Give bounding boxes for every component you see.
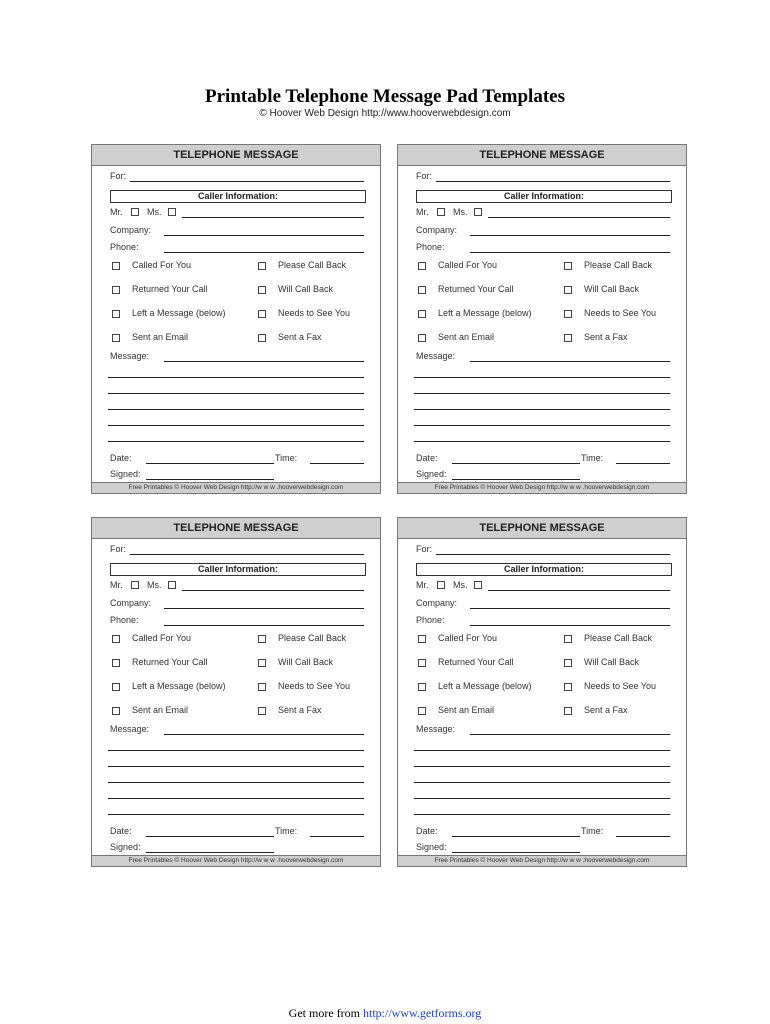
signed-line[interactable] (146, 479, 274, 480)
checkbox-label: Returned Your Call (438, 284, 514, 294)
message-line[interactable] (414, 441, 670, 442)
message-line[interactable] (470, 734, 670, 735)
ms-label: Ms. (147, 580, 162, 590)
pad-footer: Free Printables © Hoover Web Design http://w w w .hooverwebdesign.com (92, 482, 380, 493)
message-line[interactable] (108, 441, 364, 442)
mr-checkbox[interactable] (437, 208, 445, 216)
checkbox-label: Called For You (132, 633, 192, 643)
ms-label: Ms. (147, 207, 162, 217)
date-line[interactable] (452, 463, 580, 464)
mr-label: Mr. (416, 580, 429, 590)
checkbox-will-call-back[interactable] (564, 659, 572, 667)
checkbox-sent-an-email[interactable] (418, 707, 426, 715)
time-line[interactable] (616, 463, 670, 464)
ms-checkbox[interactable] (168, 208, 176, 216)
signed-label: Signed: (416, 469, 447, 479)
checkbox-please-call-back[interactable] (564, 262, 572, 270)
company-line[interactable] (470, 608, 670, 609)
checkbox-will-call-back[interactable] (258, 286, 266, 294)
signed-line[interactable] (146, 852, 274, 853)
company-label: Company: (416, 225, 458, 235)
checkbox-label: Needs to See You (584, 681, 657, 691)
message-label: Message: (416, 351, 456, 361)
message-line[interactable] (108, 425, 364, 426)
checkbox-label: Sent an Email (438, 332, 495, 342)
time-label: Time: (581, 826, 604, 836)
message-line[interactable] (414, 814, 670, 815)
caller-info-box: Caller Information: (416, 190, 672, 203)
message-line[interactable] (108, 798, 364, 799)
time-label: Time: (275, 453, 298, 463)
checkbox-label: Returned Your Call (132, 657, 208, 667)
mr-label: Mr. (110, 580, 123, 590)
pad-header: TELEPHONE MESSAGE (398, 145, 686, 166)
checkbox-left-a-message[interactable] (112, 310, 120, 318)
mr-label: Mr. (110, 207, 123, 217)
checkbox-sent-an-email[interactable] (112, 707, 120, 715)
checkbox-label: Sent an Email (438, 705, 495, 715)
message-pad (91, 517, 381, 867)
for-label: For: (416, 171, 433, 181)
ms-checkbox[interactable] (168, 581, 176, 589)
checkbox-sent-a-fax[interactable] (258, 334, 266, 342)
caller-info-box: Caller Information: (416, 563, 672, 576)
pad-header: TELEPHONE MESSAGE (398, 518, 686, 539)
message-line[interactable] (414, 425, 670, 426)
checkbox-called-for-you[interactable] (418, 262, 426, 270)
checkbox-label: Please Call Back (278, 260, 347, 270)
checkbox-label: Left a Message (below) (132, 681, 226, 691)
checkbox-called-for-you[interactable] (112, 635, 120, 643)
checkbox-returned-your-call[interactable] (418, 286, 426, 294)
time-label: Time: (581, 453, 604, 463)
checkbox-label: Will Call Back (584, 284, 640, 294)
message-line[interactable] (108, 393, 364, 394)
phone-line[interactable] (164, 252, 364, 253)
checkbox-sent-an-email[interactable] (418, 334, 426, 342)
message-line[interactable] (108, 377, 364, 378)
mr-label: Mr. (416, 207, 429, 217)
message-line[interactable] (414, 377, 670, 378)
checkbox-needs-to-see-you[interactable] (258, 683, 266, 691)
signed-label: Signed: (110, 469, 141, 479)
ms-checkbox[interactable] (474, 581, 482, 589)
name-line[interactable] (488, 590, 670, 591)
pad-footer: Free Printables © Hoover Web Design http://w w w .hooverwebdesign.com (92, 855, 380, 866)
mr-checkbox[interactable] (131, 208, 139, 216)
checkbox-called-for-you[interactable] (418, 635, 426, 643)
message-pad (91, 144, 381, 494)
date-line[interactable] (146, 463, 274, 464)
message-line[interactable] (414, 750, 670, 751)
phone-label: Phone: (416, 615, 445, 625)
get-more-prefix: Get more from (288, 1006, 363, 1020)
time-line[interactable] (310, 463, 364, 464)
phone-label: Phone: (110, 615, 139, 625)
checkbox-left-a-message[interactable] (418, 683, 426, 691)
checkbox-please-call-back[interactable] (258, 635, 266, 643)
date-label: Date: (110, 826, 132, 836)
pad-footer: Free Printables © Hoover Web Design http://w w w .hooverwebdesign.com (398, 855, 686, 866)
message-line[interactable] (414, 798, 670, 799)
pad-header: TELEPHONE MESSAGE (92, 145, 380, 166)
company-label: Company: (416, 598, 458, 608)
message-line[interactable] (414, 766, 670, 767)
phone-label: Phone: (416, 242, 445, 252)
message-label: Message: (110, 351, 150, 361)
message-line[interactable] (470, 361, 670, 362)
company-label: Company: (110, 225, 152, 235)
message-line[interactable] (414, 782, 670, 783)
for-line[interactable] (130, 181, 364, 182)
checkbox-returned-your-call[interactable] (112, 286, 120, 294)
checkbox-called-for-you[interactable] (112, 262, 120, 270)
checkbox-will-call-back[interactable] (258, 659, 266, 667)
signed-label: Signed: (110, 842, 141, 852)
caller-info-box: Caller Information: (110, 190, 366, 203)
checkbox-label: Left a Message (below) (132, 308, 226, 318)
for-line[interactable] (436, 181, 670, 182)
checkbox-sent-a-fax[interactable] (564, 707, 572, 715)
pad-header: TELEPHONE MESSAGE (92, 518, 380, 539)
checkbox-needs-to-see-you[interactable] (258, 310, 266, 318)
signed-label: Signed: (416, 842, 447, 852)
checkbox-left-a-message[interactable] (112, 683, 120, 691)
checkbox-label: Please Call Back (584, 260, 653, 270)
message-line[interactable] (414, 409, 670, 410)
caller-info-box: Caller Information: (110, 563, 366, 576)
checkbox-label: Returned Your Call (438, 657, 514, 667)
checkbox-label: Sent a Fax (278, 705, 322, 715)
document-subtitle: © Hoover Web Design http://www.hooverwebdesign.com (259, 108, 511, 119)
company-line[interactable] (164, 235, 364, 236)
time-line[interactable] (616, 836, 670, 837)
checkbox-please-call-back[interactable] (564, 635, 572, 643)
checkbox-label: Will Call Back (278, 284, 334, 294)
checkbox-label: Called For You (438, 260, 498, 270)
message-line[interactable] (108, 766, 364, 767)
checkbox-label: Sent an Email (132, 332, 189, 342)
for-line[interactable] (130, 554, 364, 555)
signed-line[interactable] (452, 852, 580, 853)
checkbox-label: Left a Message (below) (438, 681, 532, 691)
checkbox-returned-your-call[interactable] (112, 659, 120, 667)
checkbox-sent-a-fax[interactable] (564, 334, 572, 342)
checkbox-sent-an-email[interactable] (112, 334, 120, 342)
company-line[interactable] (470, 235, 670, 236)
getforms-link[interactable]: http://www.getforms.org (362, 1006, 482, 1020)
checkbox-label: Please Call Back (584, 633, 653, 643)
company-label: Company: (110, 598, 152, 608)
checkbox-label: Left a Message (below) (438, 308, 532, 318)
checkbox-will-call-back[interactable] (564, 286, 572, 294)
mr-checkbox[interactable] (437, 581, 445, 589)
checkbox-label: Called For You (438, 633, 498, 643)
checkbox-label: Needs to See You (278, 681, 351, 691)
checkbox-please-call-back[interactable] (258, 262, 266, 270)
message-label: Message: (416, 724, 456, 734)
phone-line[interactable] (164, 625, 364, 626)
date-label: Date: (110, 453, 132, 463)
phone-line[interactable] (470, 252, 670, 253)
get-more-footer (0, 1006, 770, 1021)
for-label: For: (416, 544, 433, 554)
phone-label: Phone: (110, 242, 139, 252)
date-line[interactable] (146, 836, 274, 837)
time-line[interactable] (310, 836, 364, 837)
ms-checkbox[interactable] (474, 208, 482, 216)
for-label: For: (110, 544, 127, 554)
phone-line[interactable] (470, 625, 670, 626)
message-line[interactable] (108, 750, 364, 751)
message-pad (397, 144, 687, 494)
checkbox-label: Sent an Email (132, 705, 189, 715)
company-line[interactable] (164, 608, 364, 609)
message-line[interactable] (414, 393, 670, 394)
signed-line[interactable] (452, 479, 580, 480)
ms-label: Ms. (453, 207, 468, 217)
checkbox-label: Sent a Fax (584, 705, 628, 715)
message-line[interactable] (108, 814, 364, 815)
time-label: Time: (275, 826, 298, 836)
pad-footer: Free Printables © Hoover Web Design http://w w w .hooverwebdesign.com (398, 482, 686, 493)
name-line[interactable] (182, 217, 364, 218)
checkbox-label: Sent a Fax (584, 332, 628, 342)
document-title: Printable Telephone Message Pad Templates (205, 86, 565, 107)
checkbox-label: Needs to See You (278, 308, 351, 318)
message-line[interactable] (164, 361, 364, 362)
name-line[interactable] (182, 590, 364, 591)
message-pad (397, 517, 687, 867)
checkbox-label: Returned Your Call (132, 284, 208, 294)
name-line[interactable] (488, 217, 670, 218)
checkbox-label: Please Call Back (278, 633, 347, 643)
checkbox-label: Needs to See You (584, 308, 657, 318)
checkbox-label: Will Call Back (584, 657, 640, 667)
checkbox-returned-your-call[interactable] (418, 659, 426, 667)
checkbox-label: Will Call Back (278, 657, 334, 667)
checkbox-label: Sent a Fax (278, 332, 322, 342)
date-line[interactable] (452, 836, 580, 837)
checkbox-needs-to-see-you[interactable] (564, 683, 572, 691)
date-label: Date: (416, 453, 438, 463)
checkbox-sent-a-fax[interactable] (258, 707, 266, 715)
message-line[interactable] (108, 782, 364, 783)
message-label: Message: (110, 724, 150, 734)
date-label: Date: (416, 826, 438, 836)
ms-label: Ms. (453, 580, 468, 590)
checkbox-needs-to-see-you[interactable] (564, 310, 572, 318)
for-line[interactable] (436, 554, 670, 555)
message-line[interactable] (108, 409, 364, 410)
message-line[interactable] (164, 734, 364, 735)
checkbox-label: Called For You (132, 260, 192, 270)
checkbox-left-a-message[interactable] (418, 310, 426, 318)
for-label: For: (110, 171, 127, 181)
mr-checkbox[interactable] (131, 581, 139, 589)
